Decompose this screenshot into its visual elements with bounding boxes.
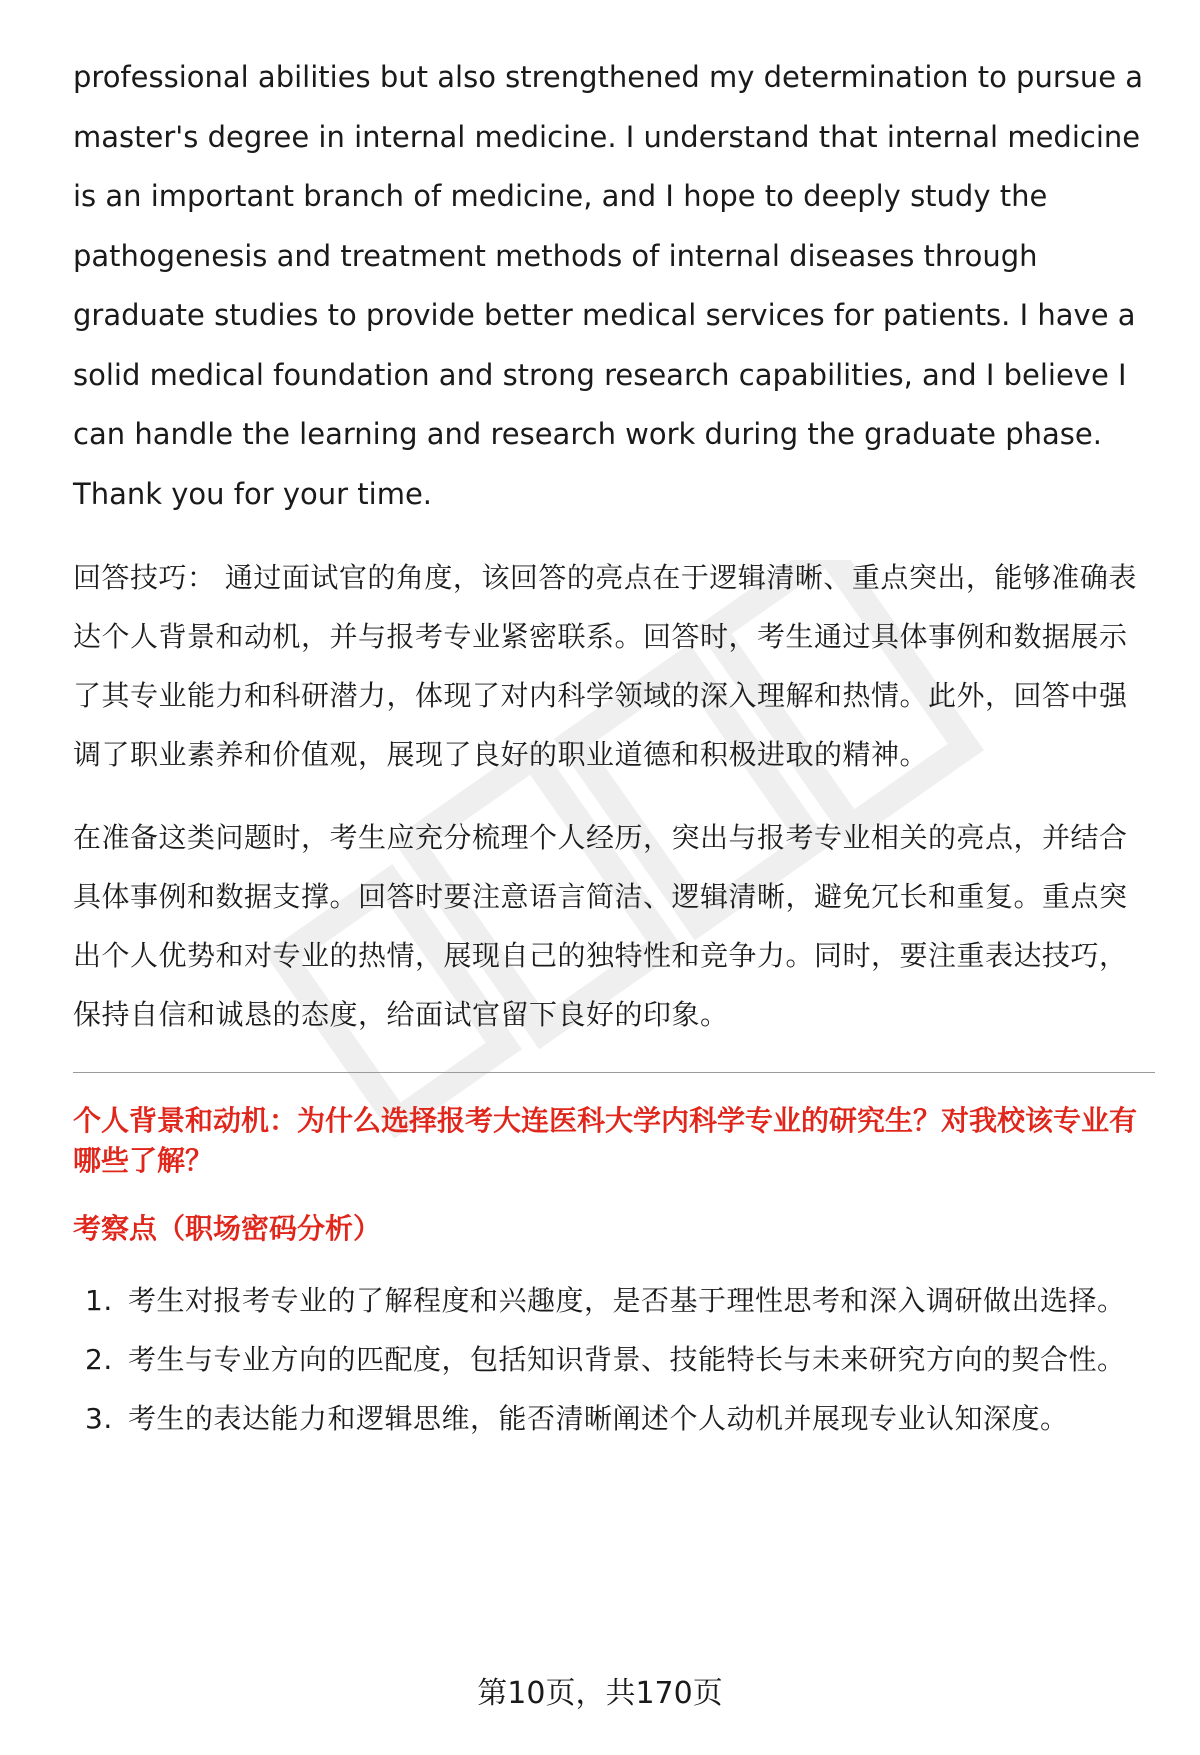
section-divider: [73, 1072, 1155, 1073]
list-item: [73, 1330, 1155, 1389]
list-item-text: 考生的表达能力和逻辑思维，能否清晰阐述个人动机并展现专业认知深度。: [128, 1402, 1069, 1435]
question-heading: 个人背景和动机：为什么选择报考大连医科大学内科学专业的研究生？对我校该专业有哪些了解？: [73, 1104, 1138, 1177]
list-item-text: 考生对报考专业的了解程度和兴趣度，是否基于理性思考和深入调研做出选择。: [128, 1284, 1126, 1317]
preparation-advice-paragraph: 在准备这类问题时，考生应充分梳理个人经历，突出与报考专业相关的亮点，并结合具体事例和数据支撑。回答时要注意语言简洁、逻辑清晰，避免冗长和重复。重点突出个人优势和对专业的热情，展现自己的独特性和竞争力。同时，要注重表达技巧，保持自信和诚恳的态度，给面试官留下良好的印象。: [73, 821, 1128, 1031]
list-item-number: 2.: [85, 1343, 113, 1376]
assessment-heading: 考察点（职场密码分析）: [73, 1212, 382, 1245]
list-item-number: 1.: [85, 1284, 113, 1317]
list-item: [73, 1389, 1155, 1448]
page-number-footer: 第10页，共170页: [477, 1676, 723, 1711]
document-page: [73, 48, 1155, 1448]
assessment-points-list: [73, 1271, 1155, 1448]
list-item-number: 3.: [85, 1402, 113, 1435]
list-item-text: 考生与专业方向的匹配度，包括知识背景、技能特长与未来研究方向的契合性。: [128, 1343, 1126, 1376]
list-item: [73, 1271, 1155, 1330]
answer-tips-paragraph: 回答技巧： 通过面试官的角度，该回答的亮点在于逻辑清晰、重点突出，能够准确表达个人背景和动机，并与报考专业紧密联系。回答时，考生通过具体事例和数据展示了其专业能力和科研潜力，体现了对内科学领域的深入理解和热情。此外，回答中强调了职业素养和价值观，展现了良好的职业道德和积极进取的精神。: [73, 561, 1137, 771]
answer-continuation-paragraph: professional abilities but also strengthened my determination to pursue a master's degree in internal medicine. I understand that internal medicine is an important branch of medicine, and I hope to deeply study the pathogenesis and treatment methods of internal diseases through graduate studies to provide better medical services for patients. I have a solid medical foundation and strong research capabilities, and I believe I can handle the learning and research work during the graduate phase. Thank you for your time.: [73, 60, 1144, 511]
